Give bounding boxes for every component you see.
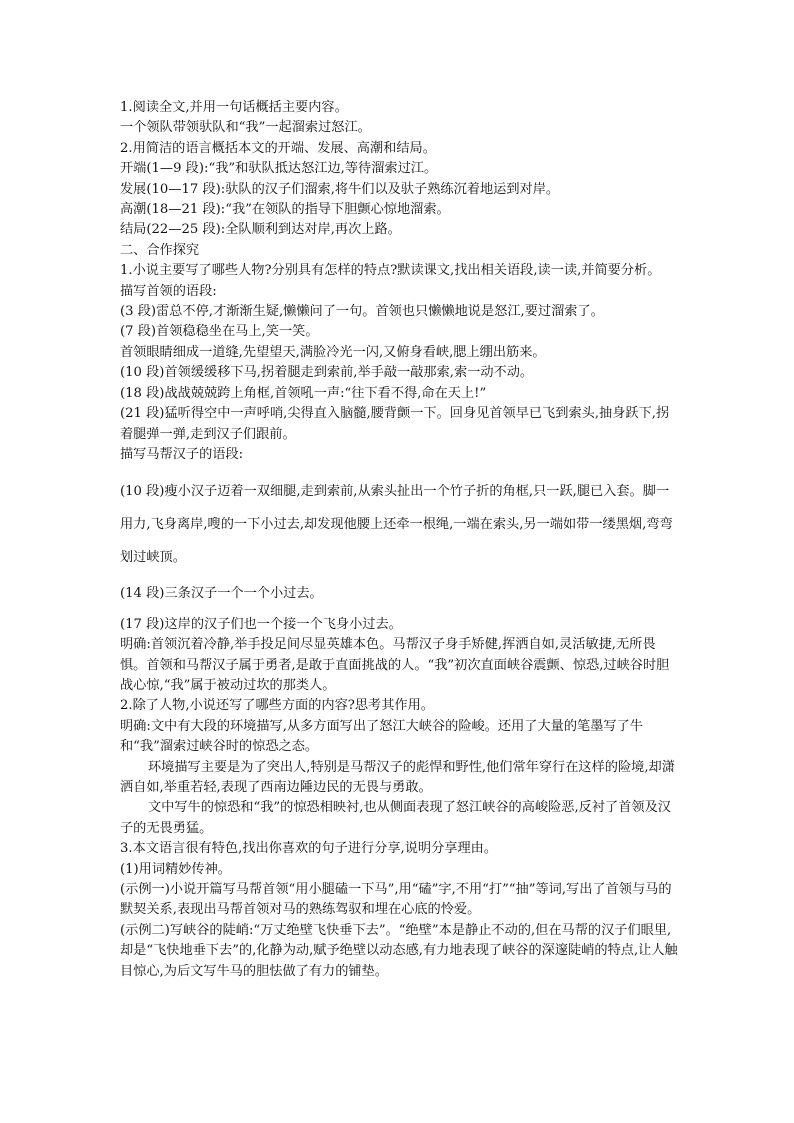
inquiry-question-3: 3.本文语言很有特色,找出你喜欢的句子进行分享,说明分享理由。: [120, 841, 498, 857]
leader-passage-3: (3 段)雷总不停,才渐渐生疑,懒懒问了一句。首领也只懒懒地说是怒江,要过溜索了。: [120, 304, 604, 320]
section-heading-cooperative-inquiry: 二、合作探究: [120, 242, 200, 258]
horsemen-passages-heading: 描写马帮汉子的语段:: [120, 446, 244, 462]
leader-passage-7b: 首领眼睛细成一道缝,先望望天,满脸冷光一闪,又俯身看峡,腮上绷出筋来。: [120, 344, 546, 360]
document-body: [120, 98, 680, 982]
question-2: 2.用简洁的语言概括本文的开端、发展、高潮和结局。: [120, 140, 436, 156]
plot-climax: 高潮(18—21 段):“我”在领队的指导下胆颤心惊地溜索。: [120, 202, 450, 218]
plot-beginning: 开端(1—9 段):“我”和驮队抵达怒江边,等待溜索过江。: [120, 161, 438, 177]
horsemen-passage-17: (17 段)这岸的汉子们也一个接一个飞身小过去。: [120, 616, 402, 632]
leader-passage-18: (18 段)战战兢兢跨上角框,首领吼一声:“往下看不得,命在天上!”: [120, 385, 487, 401]
leader-passages-heading: 描写首领的语段:: [120, 283, 217, 299]
example-2: (示例二)写峡谷的陡峭:“万丈绝壁飞快垂下去”。“绝壁”本是静止不动的,但在马帮的汉子们眼里,却是“飞快地垂下去”的,化静为动,赋予绝壁以动态感,有力地表现了峡谷的深邃陡峭的特点,让人触目惊心,为后文写牛马的胆怯做了有力的铺垫。: [120, 922, 678, 979]
analysis-environment: 明确:文中有大段的环境描写,从多方面写出了怒江大峡谷的险峻。还用了大量的笔墨写了牛和“我”溜索过峡谷时的惊恐之态。: [120, 718, 643, 755]
example-1: (示例一)小说开篇写马帮首领“用小腿磕一下马”,用“磕”字,不用“打”“抽”等词,写出了首领与马的默契关系,表现出马帮首领对马的熟练驾驭和埋在心底的怜爱。: [120, 882, 672, 918]
plot-ending: 结局(22—25 段):全队顺利到达对岸,再次上路。: [120, 222, 401, 238]
analysis-characters: 明确:首领沉着冷静,举手投足间尽显英雄本色。马帮汉子身手矫健,挥洒自如,灵活敏捷,无所畏惧。首领和马帮汉子属于勇者,是敢于直面挑战的人。“我”初次直面峡谷震颤、惊恐,过峡谷时胆战心惊,“我”属于被动过坎的那类人。: [120, 637, 670, 693]
horsemen-passage-14: (14 段)三条汉子一个一个小过去。: [120, 586, 323, 602]
leader-passage-7a: (7 段)首领稳稳坐在马上,笑一笑。: [120, 324, 319, 340]
leader-passage-10: (10 段)首领缓缓移下马,拐着腿走到索前,举手敲一敲那索,索一动不动。: [120, 365, 534, 381]
leader-passage-21: (21 段)猛听得空中一声呼哨,尖得直入脑髓,腰背颤一下。回身见首领早已飞到索头,抽身跃下,拐着腿弹一弹,走到汉子们跟前。: [120, 406, 670, 442]
plot-development: 发展(10—17 段):驮队的汉子们溜索,将牛们以及驮子熟练沉着地运到对岸。: [120, 181, 560, 197]
inquiry-question-1: 1.小说主要写了哪些人物?分别具有怎样的特点?默读课文,找出相关语段,读一读,并简要分析。: [120, 263, 661, 279]
language-point-1: (1)用词精妙传神。: [120, 861, 231, 877]
question-1: 1.阅读全文,并用一句话概括主要内容。: [120, 100, 348, 115]
analysis-environment-purpose: 环境描写主要是为了突出人,特别是马帮汉子的彪悍和野性,他们常年穿行在这样的险境,却潇洒自如,举重若轻,表现了西南边陲边民的无畏与勇敢。: [120, 759, 675, 795]
horsemen-passage-10: (10 段)瘦小汉子迈着一双细腿,走到索前,从索头扯出一个竹子折的角框,只一跃,腿已入套。脚一用力,飞身离岸,嗖的一下小过去,却发现他腰上还牵一根绳,一端在索头,另一端如带一缕黑烟,弯弯划过峡顶。: [120, 484, 673, 566]
inquiry-question-2: 2.除了人物,小说还写了哪些方面的内容?思考其作用。: [120, 698, 434, 714]
answer-1: 一个领队带领驮队和“我”一起溜索过怒江。: [120, 120, 371, 136]
analysis-contrast: 文中写牛的惊恐和“我”的惊恐相映衬,也从侧面表现了怒江峡谷的高峻险恶,反衬了首领及汉子的无畏勇猛。: [120, 800, 671, 836]
